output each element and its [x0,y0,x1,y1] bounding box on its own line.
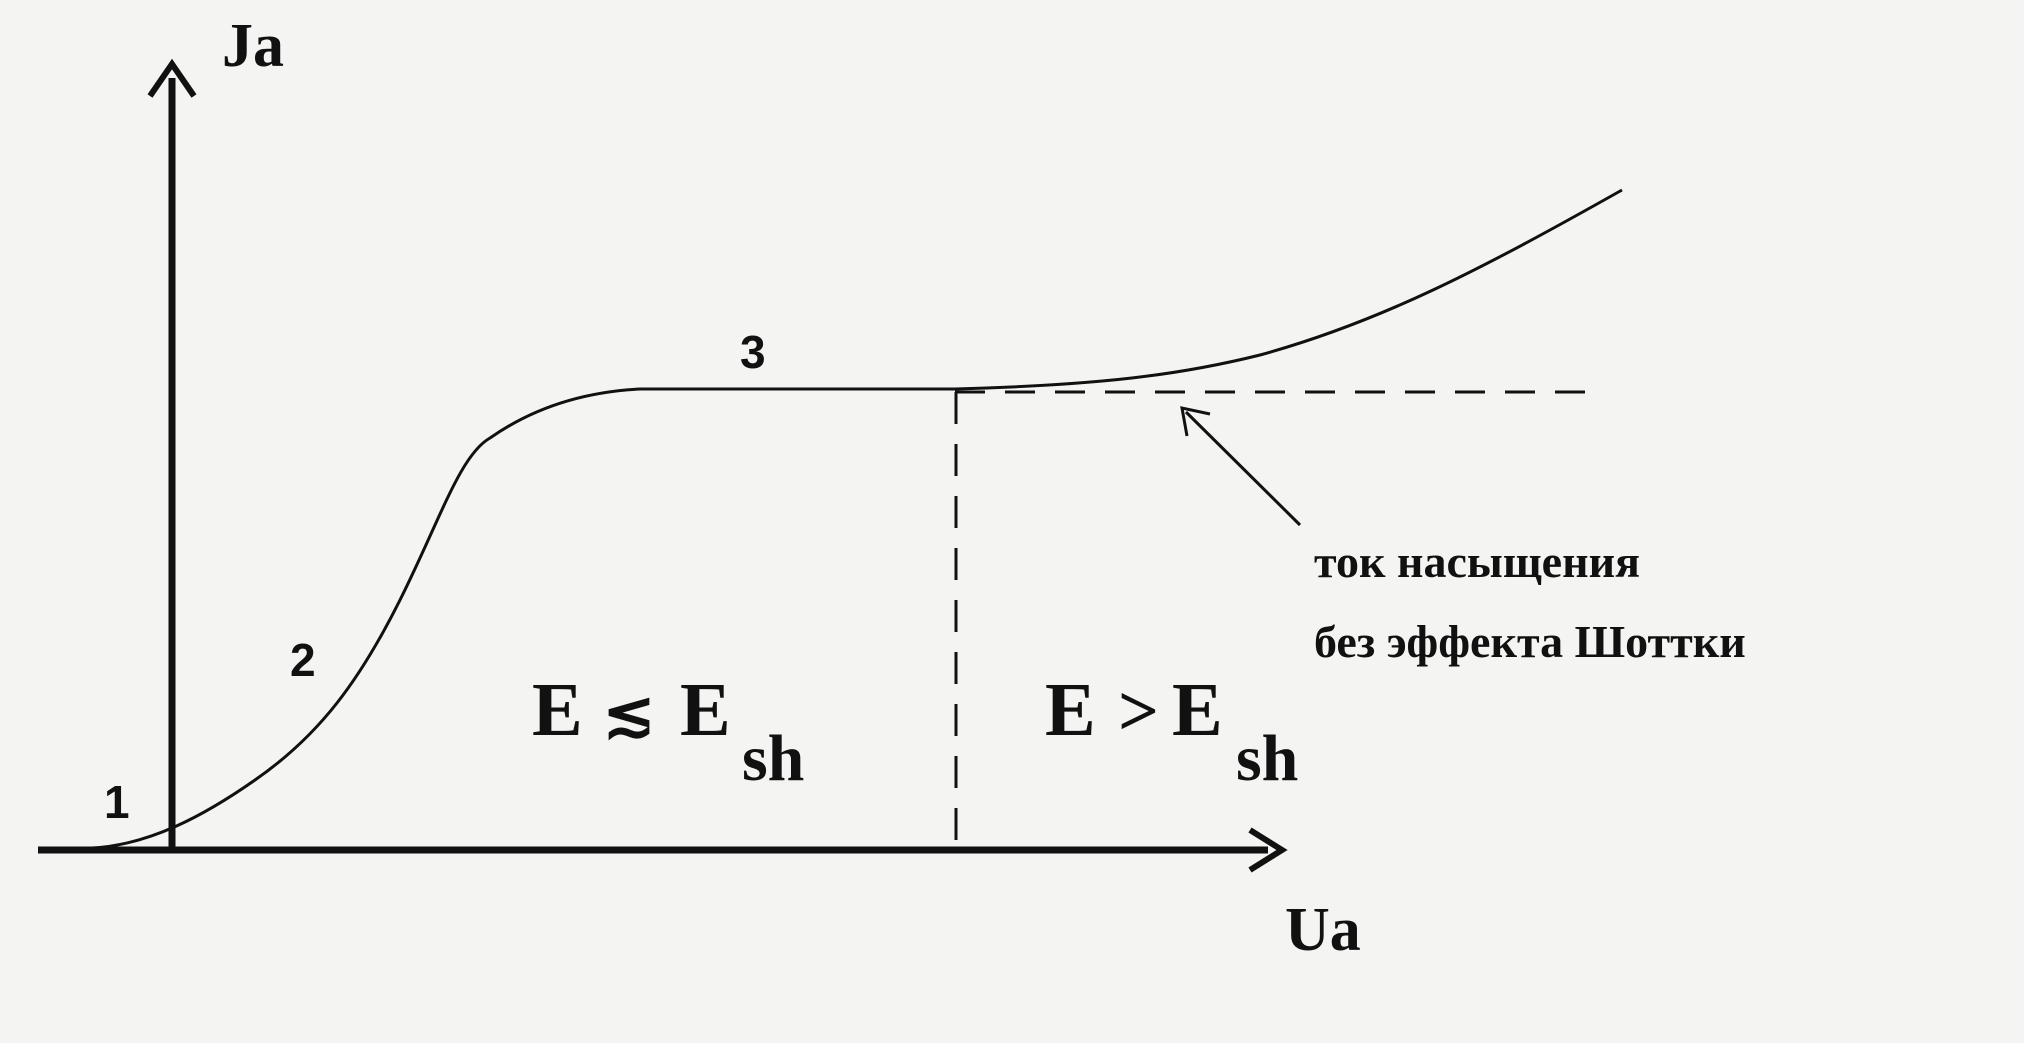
field-right-e: E [1045,668,1096,752]
curve-region-label-2: 2 [290,634,316,686]
field-left-e: E [532,668,583,752]
field-left-subscript: sh [742,722,805,795]
field-expression-left [532,668,804,795]
annotation-pointer-line [1186,412,1300,525]
annotation-line-1: ток насыщения [1314,536,1640,587]
curve-region-label-1: 1 [104,776,130,828]
field-expression-right [1045,668,1298,795]
iv-curve [92,190,1622,848]
field-right-e-sh: E [1172,668,1223,752]
field-left-e-sh: E [680,668,731,752]
x-axis-label: Ua [1285,896,1361,964]
annotation-line-2: без эффекта Шоттки [1314,616,1746,667]
field-right-relation: > [1118,671,1160,751]
field-right-subscript: sh [1236,722,1299,795]
y-axis-label: Ja [222,12,284,80]
curve-region-label-3: 3 [740,326,766,378]
field-left-relation: ≲ [603,681,655,749]
